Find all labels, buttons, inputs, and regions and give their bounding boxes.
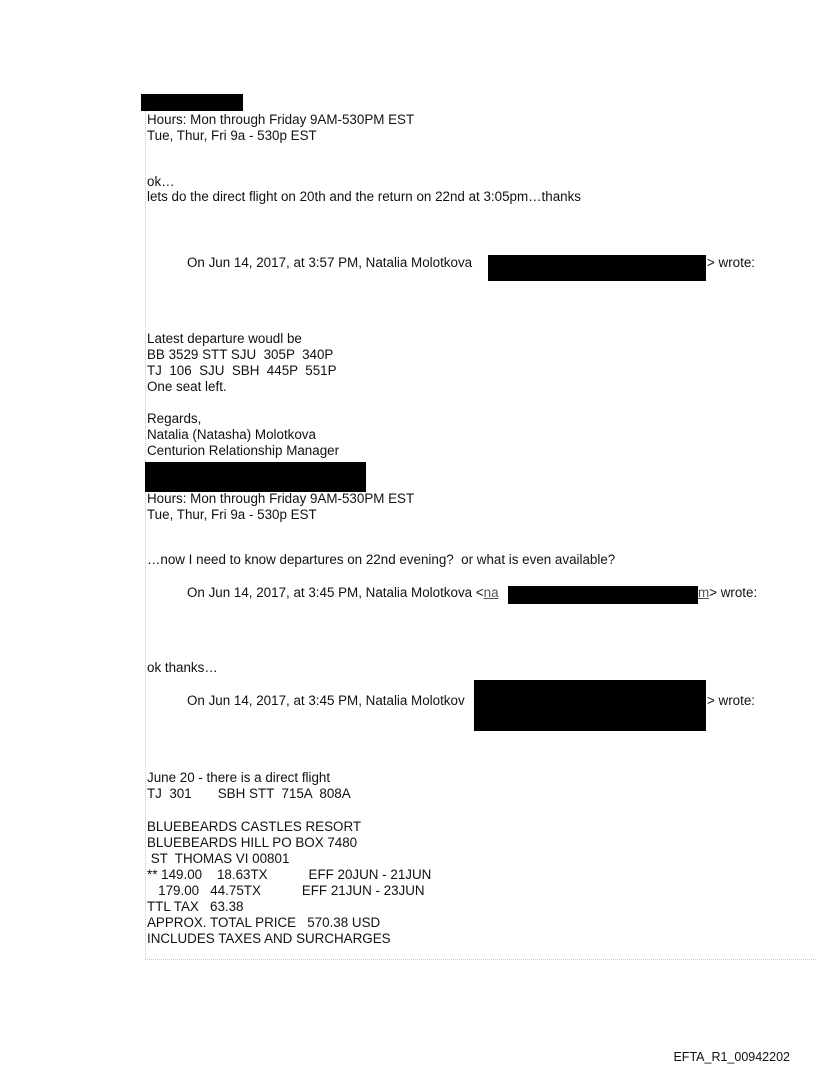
message-line: …now I need to know departures on 22nd evening? or what is even available? (147, 552, 616, 567)
email-link-start[interactable]: na (483, 585, 499, 600)
signature-name: Natalia (Natasha) Molotkova (147, 427, 316, 442)
total-price-line: APPROX. TOTAL PRICE 570.38 USD (147, 915, 381, 930)
quote-wrote: > wrote: (707, 693, 756, 708)
message-line: BB 3529 STT SJU 305P 340P (147, 347, 334, 362)
signature-title: Centurion Relationship Manager (147, 443, 340, 458)
document-id: EFTA_R1_00942202 (673, 1050, 790, 1064)
quote-header: On Jun 14, 2017, at 3:45 PM, Natalia Molotkov (187, 693, 465, 708)
quote-header-text: On Jun 14, 2017, at 3:45 PM, Natalia Molotkova < (187, 585, 484, 600)
hotel-line: BLUEBEARDS HILL PO BOX 7480 (147, 835, 358, 850)
redaction-box (141, 94, 243, 111)
message-line: ok thanks… (147, 660, 218, 675)
redaction-box (488, 255, 706, 281)
quote-header (187, 585, 499, 601)
rate-line: 179.00 44.75TX EFF 21JUN - 23JUN (147, 883, 425, 898)
hours-line: Tue, Thur, Fri 9a - 530p EST (147, 507, 317, 522)
message-line: TJ 106 SJU SBH 445P 551P (147, 363, 337, 378)
tax-line: TTL TAX 63.38 (147, 899, 244, 914)
surcharge-line: INCLUDES TAXES AND SURCHARGES (147, 931, 391, 946)
redaction-box (145, 462, 366, 492)
hotel-line: ST THOMAS VI 00801 (147, 851, 290, 866)
quote-wrote: > wrote: (707, 255, 756, 270)
hours-line: Hours: Mon through Friday 9AM-530PM EST (147, 112, 415, 127)
message-line: ok… (147, 174, 175, 189)
flight-line: TJ 301 SBH STT 715A 808A (147, 786, 351, 801)
message-line: One seat left. (147, 379, 227, 394)
quote-header: On Jun 14, 2017, at 3:57 PM, Natalia Molotkova (187, 255, 473, 270)
quote-wrote (698, 585, 757, 601)
hours-line: Tue, Thur, Fri 9a - 530p EST (147, 128, 317, 143)
redaction-box (474, 680, 706, 731)
message-line: lets do the direct flight on 20th and the return on 22nd at 3:05pm…thanks (147, 189, 581, 204)
hotel-line: BLUEBEARDS CASTLES RESORT (147, 819, 362, 834)
email-link-end[interactable]: m (698, 585, 710, 600)
quote-wrote-text: > wrote: (709, 585, 758, 600)
rate-line: ** 149.00 18.63TX EFF 20JUN - 21JUN (147, 867, 432, 882)
redaction-box (508, 586, 698, 604)
quote-border-bottom (145, 959, 816, 960)
quote-border-left (145, 108, 146, 960)
message-line: June 20 - there is a direct flight (147, 770, 331, 785)
signature-regards: Regards, (147, 411, 202, 426)
hours-line: Hours: Mon through Friday 9AM-530PM EST (147, 491, 415, 506)
message-line: Latest departure woudl be (147, 331, 302, 346)
